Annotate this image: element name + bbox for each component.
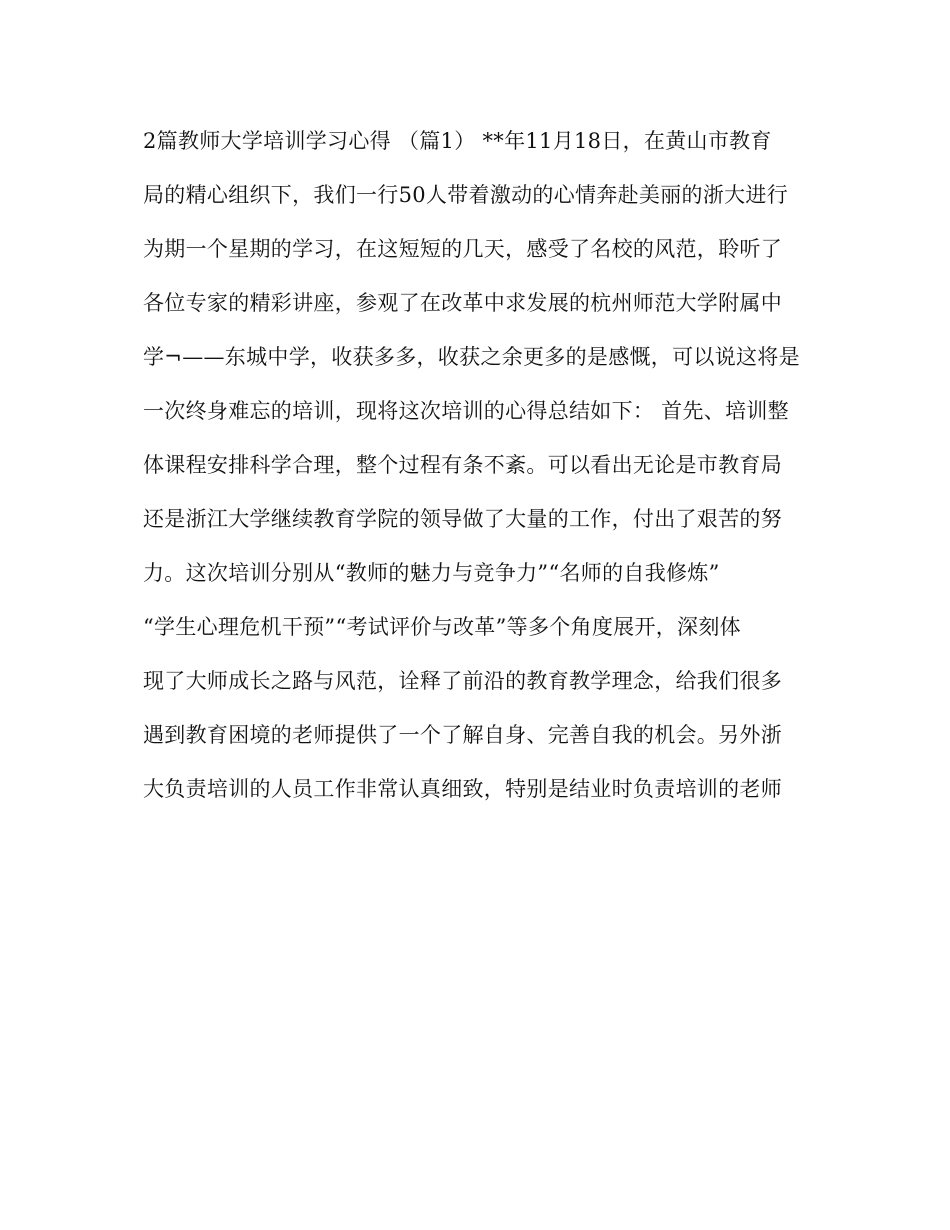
text-line-11: 现了大师成长之路与风范，诠释了前沿的教育教学理念，给我们很多: [143, 669, 782, 693]
text-line-1: 2篇教师大学培训学习心得 （篇1） **年11月18日，在黄山市教育: [143, 129, 772, 153]
text-line-13: 大负责培训的人员工作非常认真细致，特别是结业时负责培训的老师: [143, 777, 782, 801]
text-line-9: 力。这次培训分别从“教师的魅力与竞争力”“名师的自我修炼”: [143, 561, 720, 585]
text-line-6: 一次终身难忘的培训，现将这次培训的心得总结如下： 首先、培训整: [143, 399, 789, 423]
text-line-3: 为期一个星期的学习，在这短短的几天，感受了名校的风范，聆听了: [143, 237, 782, 261]
text-line-5: 学¬——东城中学，收获多多，收获之余更多的是感慨，可以说这将是: [143, 345, 800, 369]
text-line-12: 遇到教育困境的老师提供了一个了解自身、完善自我的机会。另外浙: [143, 723, 782, 747]
text-line-8: 还是浙江大学继续教育学院的领导做了大量的工作，付出了艰苦的努: [143, 507, 782, 531]
text-line-2: 局的精心组织下，我们一行50人带着激动的心情奔赴美丽的浙大进行: [143, 183, 789, 207]
text-line-10: “学生心理危机干预”“考试评价与改革”等多个角度展开，深刻体: [143, 615, 741, 639]
text-line-7: 体课程安排科学合理，整个过程有条不紊。可以看出无论是市教育局: [143, 453, 782, 477]
text-line-4: 各位专家的精彩讲座，参观了在改革中求发展的杭州师范大学附属中: [143, 291, 782, 315]
body-text: [143, 121, 823, 823]
